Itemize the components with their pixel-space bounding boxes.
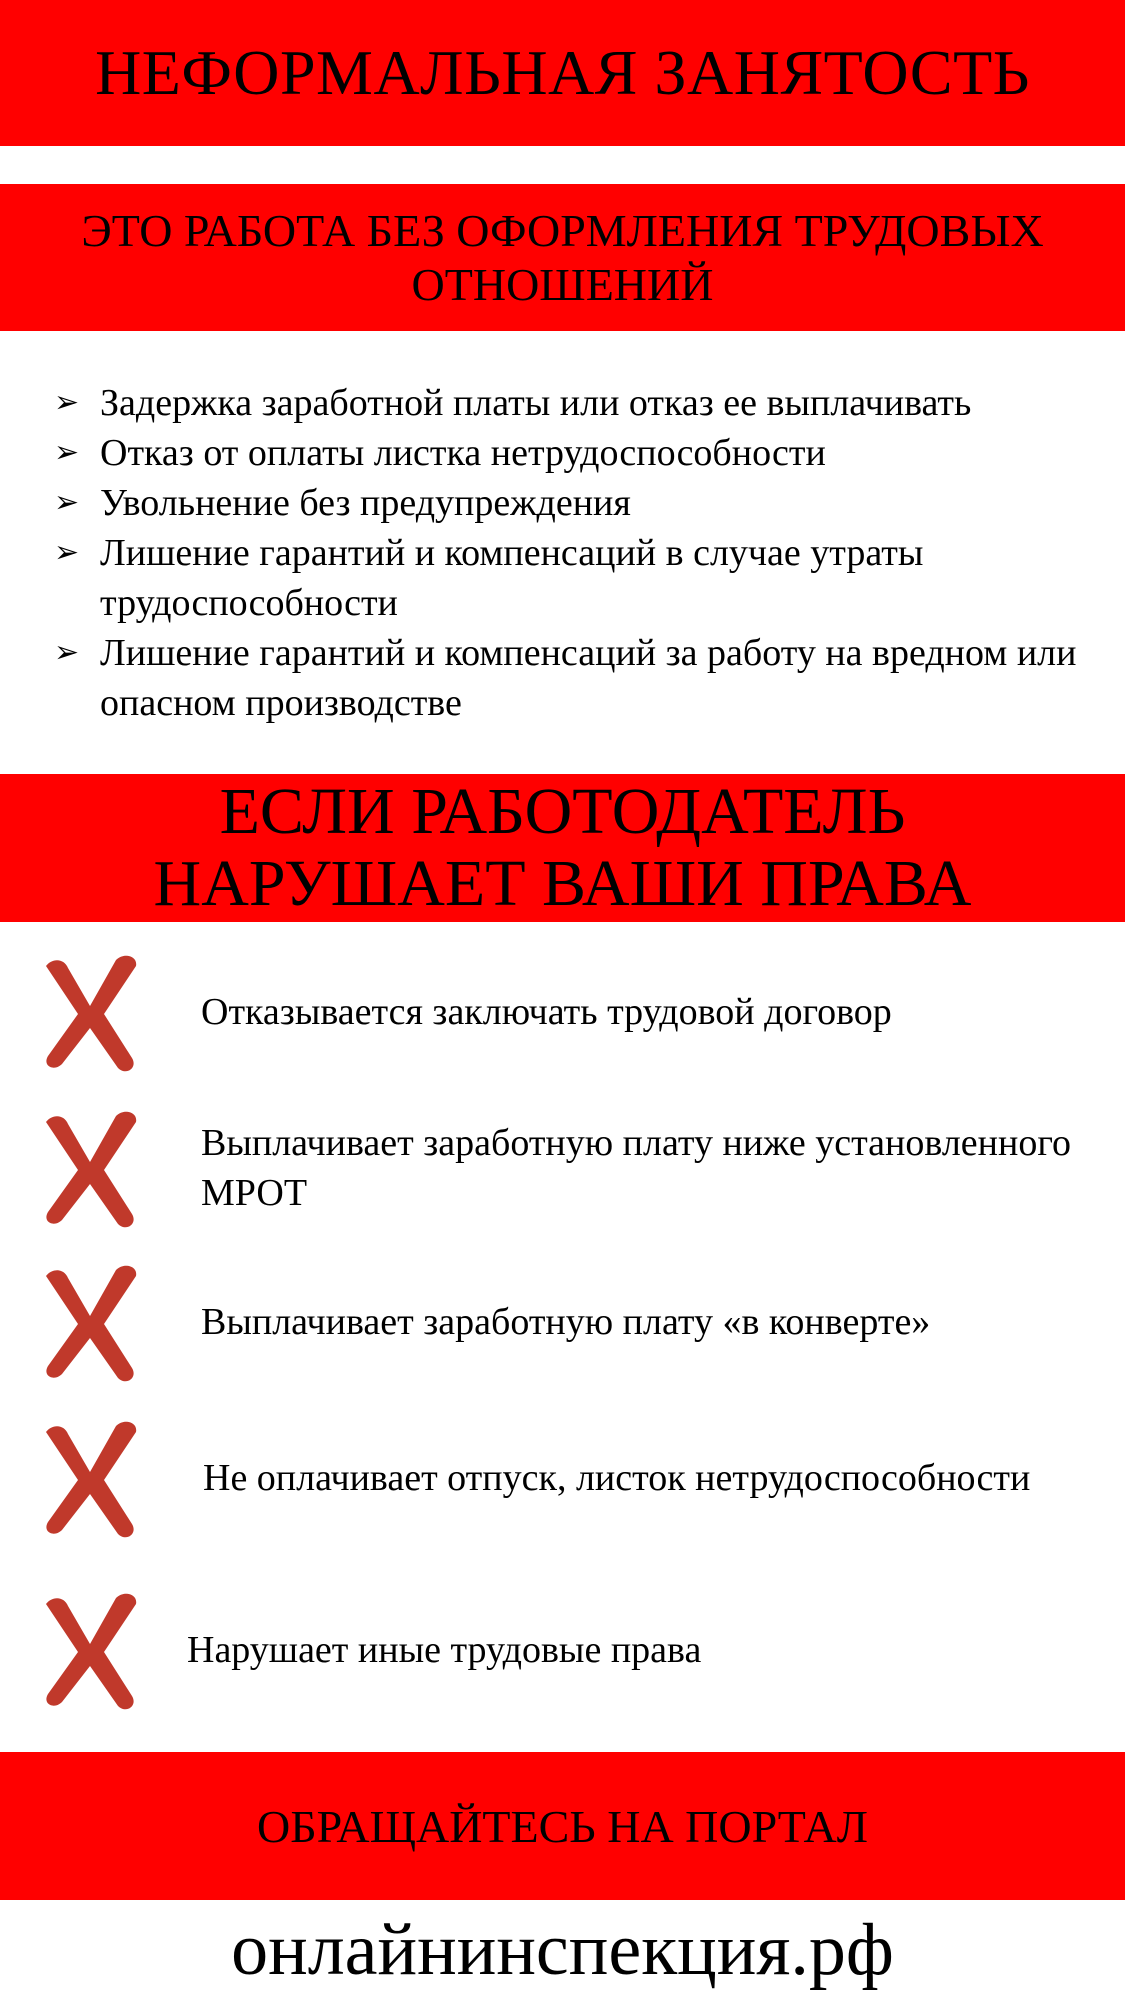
violation-heading bbox=[154, 776, 972, 920]
violation-text: Не оплачивает отпуск, листок нетрудоспособности bbox=[203, 1457, 1031, 1499]
page-title: НЕФОРМАЛЬНАЯ ЗАНЯТОСТЬ bbox=[95, 37, 1030, 108]
red-x-icon bbox=[40, 1418, 140, 1538]
red-x-icon bbox=[40, 952, 140, 1072]
red-x-icon bbox=[40, 1108, 140, 1228]
website-link[interactable]: онлайнинспекция.рф bbox=[231, 1908, 894, 1991]
list-item bbox=[54, 378, 1094, 428]
definition-banner bbox=[0, 184, 1125, 331]
arrow-bullet-icon: ➢ bbox=[54, 385, 80, 420]
violation-text: Нарушает иные трудовые права bbox=[187, 1629, 702, 1671]
red-x-icon bbox=[40, 1262, 140, 1382]
violation-row bbox=[0, 952, 1125, 1072]
arrow-bullet-icon: ➢ bbox=[54, 435, 80, 470]
list-item-text: Отказ от оплаты листка нетрудоспособности bbox=[100, 432, 826, 474]
violation-heading-line2: НАРУШАЕТ ВАШИ ПРАВА bbox=[153, 847, 972, 920]
arrow-bullet-icon: ➢ bbox=[54, 485, 80, 520]
list-item bbox=[54, 478, 1094, 528]
title-banner bbox=[0, 0, 1125, 146]
violation-heading-line1: ЕСЛИ РАБОТОДАТЕЛЬ bbox=[219, 775, 906, 848]
call-to-action-banner bbox=[0, 1752, 1125, 1900]
violation-row bbox=[0, 1108, 1125, 1228]
arrow-bullet-icon: ➢ bbox=[54, 535, 80, 570]
violation-text: Отказывается заключать трудовой договор bbox=[201, 991, 892, 1033]
call-to-action-text: ОБРАЩАЙТЕСЬ НА ПОРТАЛ bbox=[257, 1800, 868, 1852]
list-item bbox=[54, 628, 1094, 728]
violation-row bbox=[0, 1590, 1125, 1710]
red-x-icon bbox=[40, 1590, 140, 1710]
violation-text: Выплачивает заработную плату «в конверте» bbox=[201, 1301, 931, 1343]
violation-row bbox=[0, 1418, 1125, 1538]
list-item bbox=[54, 528, 1094, 628]
arrow-bullet-icon: ➢ bbox=[54, 635, 80, 670]
list-item-text: Задержка заработной платы или отказ ее выплачивать bbox=[100, 382, 972, 424]
list-item-text: Лишение гарантий и компенсаций за работу на вредном или опасном производстве bbox=[100, 632, 1077, 724]
violation-text: Выплачивает заработную плату ниже установленного МРОТ bbox=[201, 1122, 1071, 1214]
consequences-list bbox=[54, 378, 1094, 728]
violation-banner bbox=[0, 774, 1125, 922]
list-item-text: Лишение гарантий и компенсаций в случае утраты трудоспособности bbox=[100, 532, 924, 624]
violation-row bbox=[0, 1262, 1125, 1382]
list-item bbox=[54, 428, 1094, 478]
definition-text: ЭТО РАБОТА БЕЗ ОФОРМЛЕНИЯ ТРУДОВЫХ ОТНОШЕНИЙ bbox=[81, 204, 1044, 310]
list-item-text: Увольнение без предупреждения bbox=[100, 482, 631, 524]
